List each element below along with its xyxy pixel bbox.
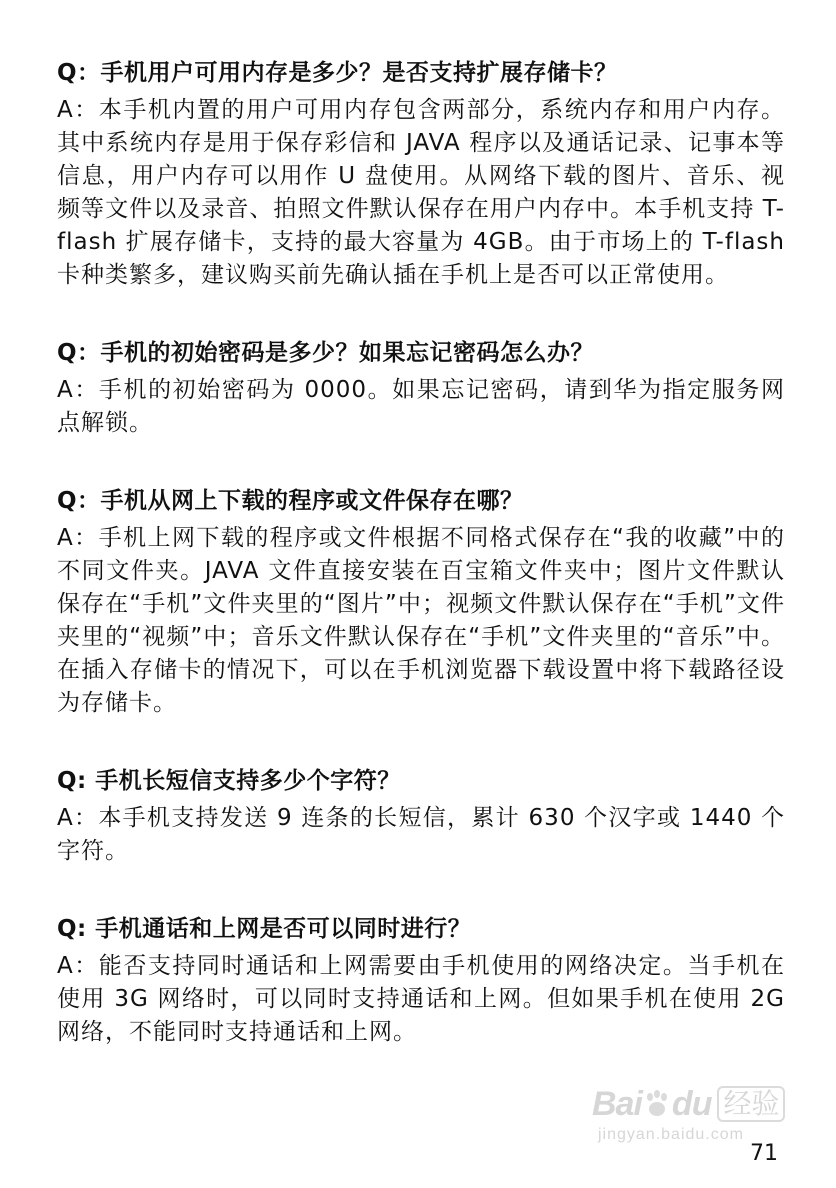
faq-answer: A：能否支持同时通话和上网需要由手机使用的网络决定。当手机在使用 3G 网络时，可以同时支持通话和上网。但如果手机在使用 2G 网络，不能同时支持通话和上网。: [57, 953, 785, 1045]
faq-question: Q：手机用户可用内存是多少？是否支持扩展存储卡？: [57, 60, 618, 86]
faq-item-password: [57, 336, 785, 440]
watermark-logo-left: Bai: [592, 1084, 642, 1123]
faq-question: Q: 手机通话和上网是否可以同时进行？: [57, 916, 472, 942]
faq-item-download-location: [57, 484, 785, 720]
watermark-logo-suffix: 经验: [717, 1086, 785, 1122]
faq-answer: A：手机上网下载的程序或文件根据不同格式保存在“我的收藏”中的不同文件夹。JAVA 文件直接安装在百宝箱文件夹中；图片文件默认保存在“手机”文件夹里的“图片”中；视频文件默认保存在“手机”文件夹里的“视频”中；音乐文件默认保存在“手机”文件夹里的“音乐”中。在插入存储卡的情况下，可以在手机浏览器下载设置中将下载路径设为存储卡。: [57, 525, 785, 716]
faq-answer: A：手机的初始密码为 0000。如果忘记密码，请到华为指定服务网点解锁。: [57, 377, 785, 436]
faq-item-call-and-data: [57, 912, 785, 1049]
faq-answer: A：本手机内置的用户可用内存包含两部分，系统内存和用户内存。其中系统内存是用于保存彩信和 JAVA 程序以及通话记录、记事本等信息，用户内存可以用作 U 盘使用。从网络下载的图片、音乐、视频等文件以及录音、拍照文件默认保存在用户内存中。本手机支持 T-flash 扩展存储卡，支持的最大容量为 4GB。由于市场上的 T-flash 卡种类繁多，建议购买前先确认插在手机上是否可以正常使用。: [57, 97, 785, 288]
faq-answer: A：本手机支持发送 9 连条的长短信，累计 630 个汉字或 1440 个字符。: [57, 805, 785, 864]
faq-question: Q：手机的初始密码是多少？如果忘记密码怎么办？: [57, 340, 595, 366]
faq-question: Q：手机从网上下载的程序或文件保存在哪？: [57, 488, 524, 514]
watermark-logo-right: du: [671, 1084, 712, 1123]
faq-page: [57, 56, 785, 1093]
baidu-paw-icon: [644, 1089, 670, 1119]
faq-item-storage: [57, 56, 785, 292]
page-number: 71: [750, 1141, 778, 1166]
watermark-url: jingyan.baidu.com: [598, 1126, 744, 1143]
faq-item-long-sms: [57, 764, 785, 868]
faq-question: Q: 手机长短信支持多少个字符？: [57, 768, 401, 794]
